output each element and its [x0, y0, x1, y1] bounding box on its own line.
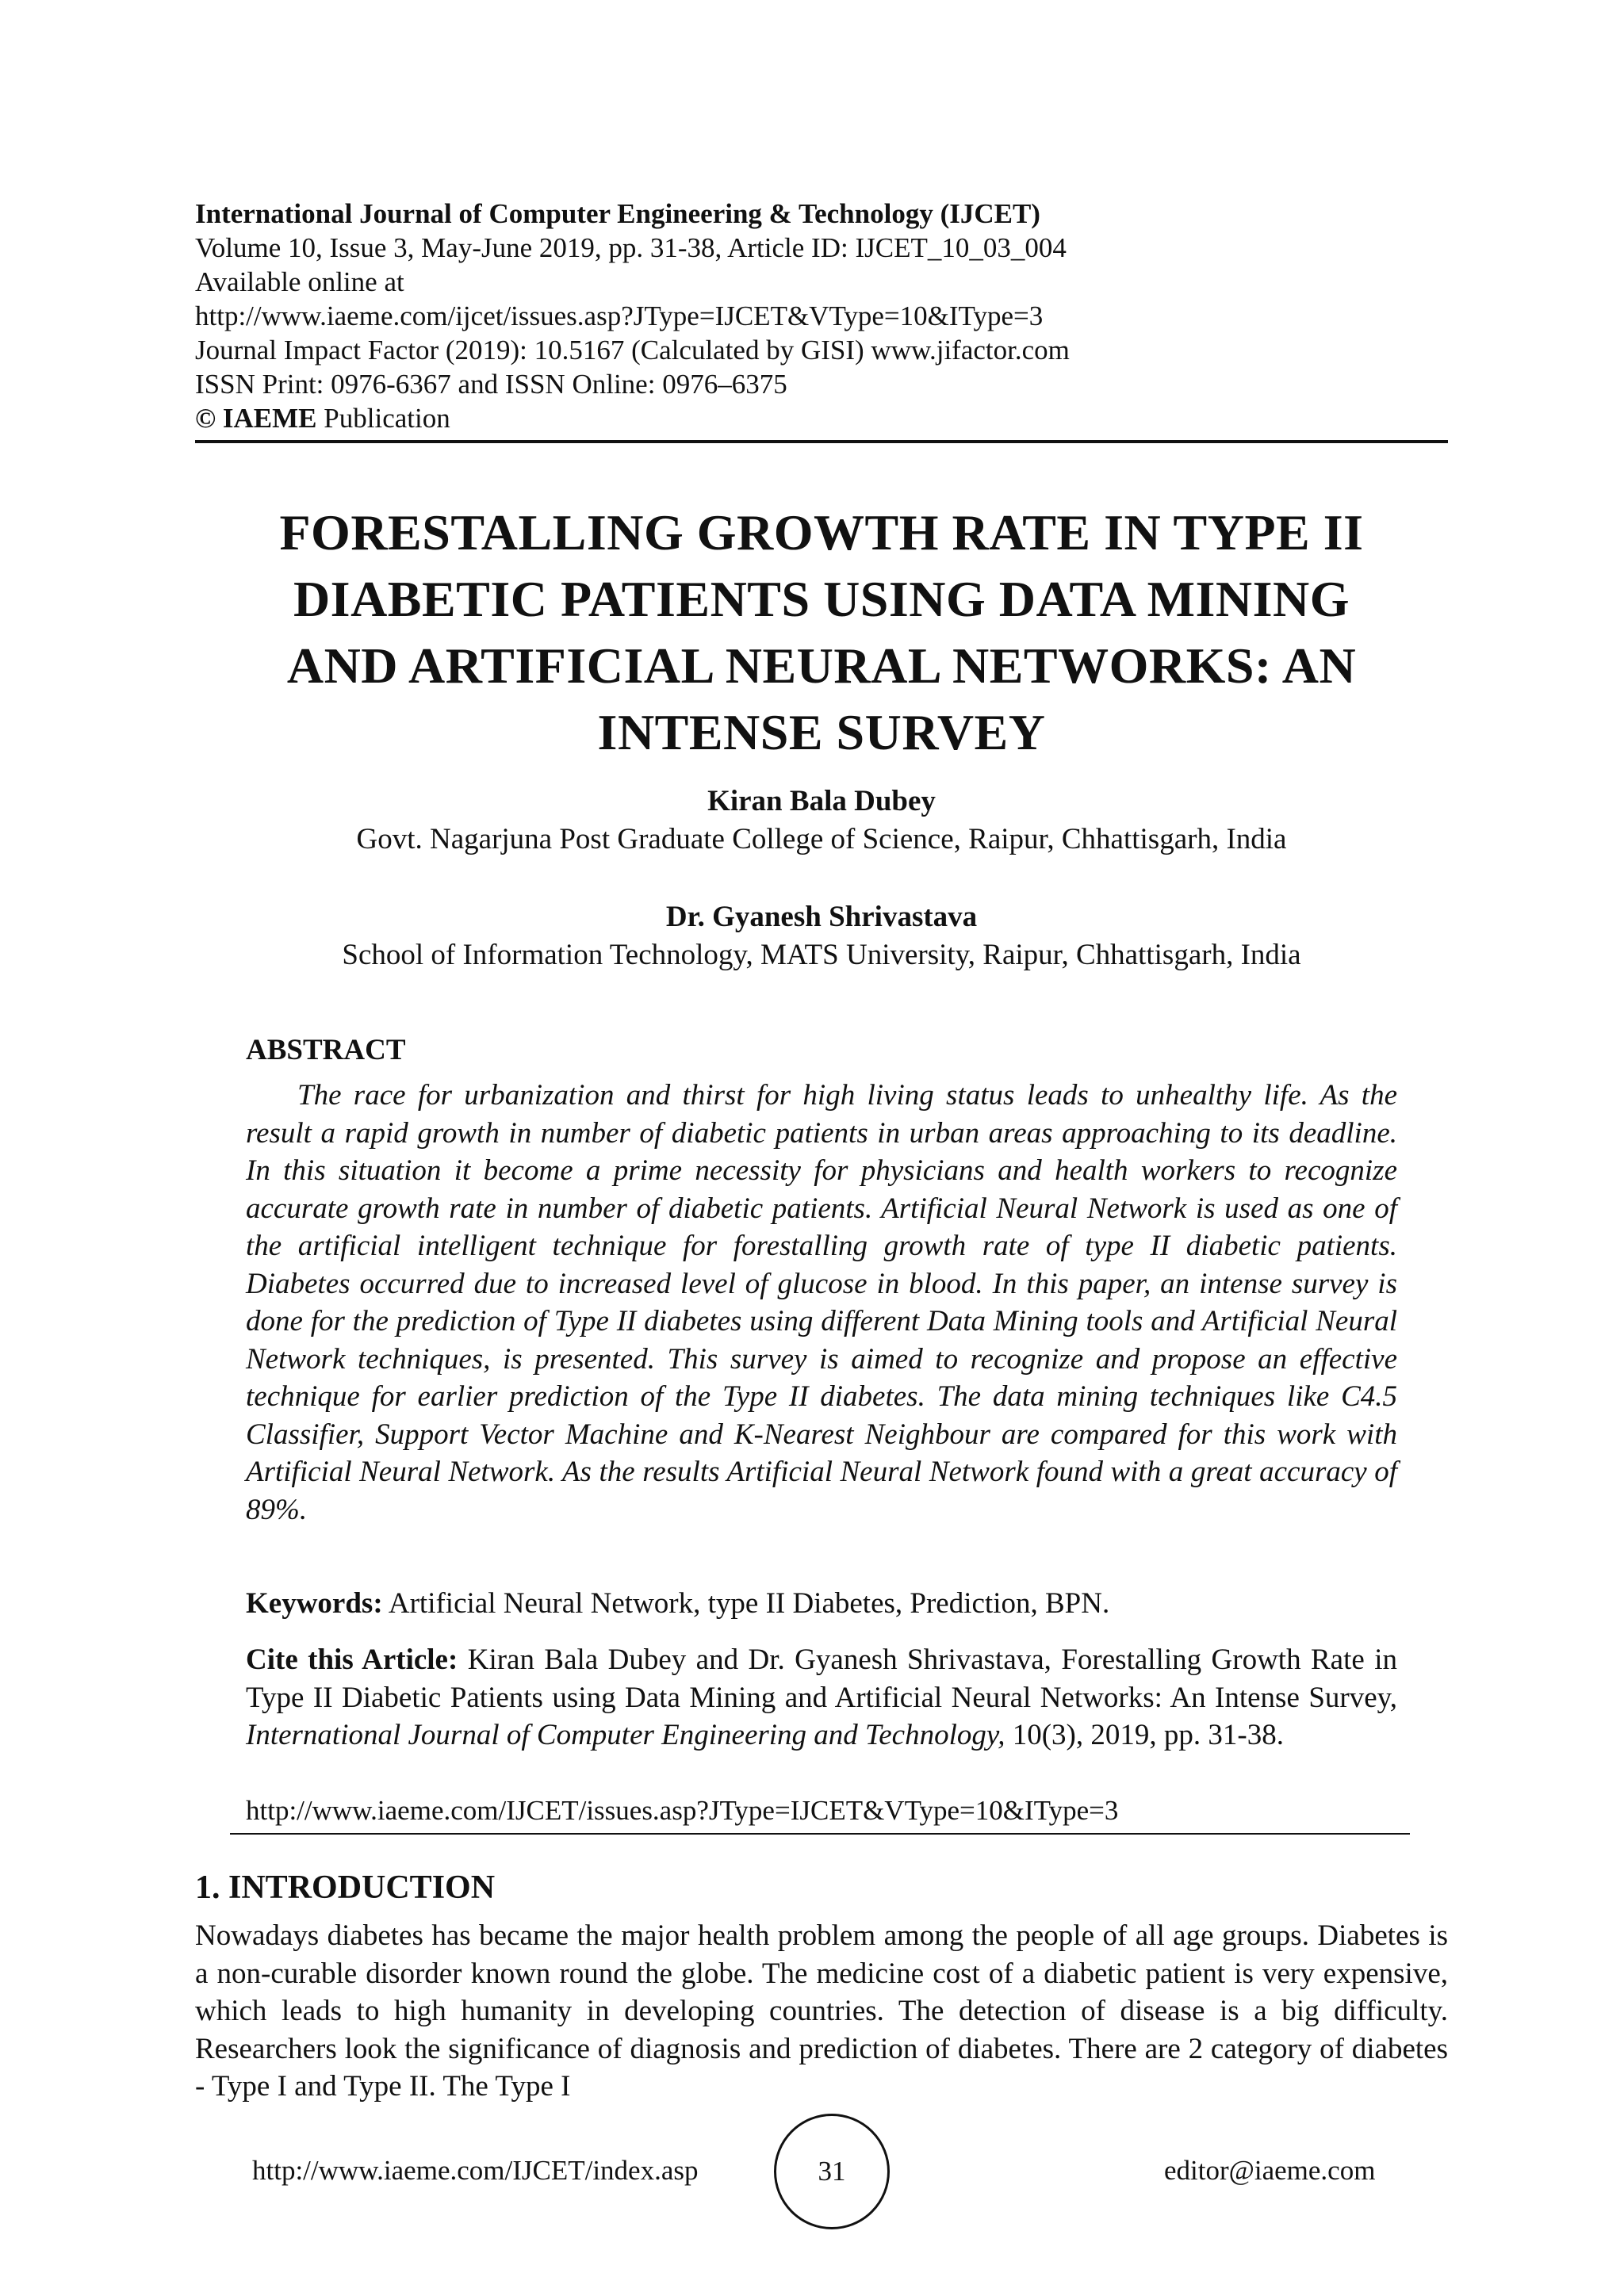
journal-header: [195, 197, 1448, 435]
issn-line: ISSN Print: 0976-6367 and ISSN Online: 0976–6375: [195, 369, 787, 400]
citation-divider: [230, 1833, 1410, 1835]
publisher-line: [195, 401, 1448, 435]
title-line: DIABETIC PATIENTS USING DATA MINING: [293, 571, 1350, 627]
publisher-suffix: Publication: [324, 403, 450, 434]
available-line: Available online at: [195, 266, 404, 297]
author-block: [195, 899, 1448, 975]
abstract-heading: ABSTRACT: [246, 1034, 406, 1066]
title-line: INTENSE SURVEY: [597, 704, 1046, 760]
citation-volume: 10(3), 2019, pp. 31-38.: [1012, 1719, 1284, 1751]
abstract-text: The race for urbanization and thirst for high living status leads to unhealthy life. As the result a rapid growth in number of diabetic patients in urban areas approaching to its deadline. In this situation it become a prime necessity for physicians and health workers to recognize accurate growth rate in number of diabetic patients. Artificial Neural Network is used as one of the artificial intelligent technique for forestalling growth rate of type II diabetic patients. Diabetes occurred due to increased level of glucose in blood. In this paper, an intense survey is done for the prediction of Type II diabetes using different Data Mining tools and Artificial Neural Network techniques, is presented. This survey is aimed to recognize and propose an effective technique for earlier prediction of the Type II diabetes. The data mining techniques like C4.5 Classifier, Support Vector Machine and K-Nearest Neighbour are compared for this work with Artificial Neural Network. As the results Artificial Neural Network found with a great accuracy of 89%.: [246, 1079, 1397, 1526]
section-heading: 1. INTRODUCTION: [195, 1869, 496, 1906]
header-divider: [195, 440, 1448, 443]
volume-line: Volume 10, Issue 3, May-June 2019, pp. 31-38, Article ID: IJCET_10_03_004: [195, 232, 1067, 263]
citation: [246, 1641, 1397, 1755]
page-number-circle: [774, 2114, 890, 2229]
title-line: FORESTALLING GROWTH RATE IN TYPE II: [279, 504, 1364, 561]
citation-text: Kiran Bala Dubey and Dr. Gyanesh Shrivastava, Forestalling Growth Rate in Type II Diabetic Patients using Data Mining and Artificial Neural Networks: An Intense Survey,: [246, 1644, 1397, 1714]
citation-url[interactable]: http://www.iaeme.com/IJCET/issues.asp?JType=IJCET&VType=10&IType=3: [246, 1795, 1119, 1826]
footer-email[interactable]: editor@iaeme.com: [1164, 2155, 1376, 2186]
impact-factor-line: Journal Impact Factor (2019): 10.5167 (Calculated by GISI) www.jifactor.com: [195, 335, 1070, 365]
title-line: AND ARTIFICIAL NEURAL NETWORKS: AN: [286, 637, 1357, 694]
keywords: [246, 1586, 1397, 1622]
keywords-text: Artificial Neural Network, type II Diabetes, Prediction, BPN.: [388, 1587, 1110, 1620]
paper-title: [195, 499, 1448, 766]
introduction-text: Nowadays diabetes has became the major health problem among the people of all age groups. Diabetes is a non-curable disorder known round the globe. The medicine cost of a diabetic patient is very expensive, which leads to high humanity in developing countries. The detection of disease is a big difficulty. Researchers look the significance of diagnosis and prediction of diabetes. There are 2 category of diabetes - Type I and Type II. The Type I: [195, 1919, 1448, 2103]
keywords-label: Keywords:: [246, 1587, 383, 1620]
copyright-symbol: ©: [195, 403, 216, 434]
journal-name: International Journal of Computer Engineering & Technology (IJCET): [195, 198, 1040, 229]
author-affiliation: Govt. Nagarjuna Post Graduate College of Science, Raipur, Chhattisgarh, India: [356, 823, 1287, 855]
publisher-name: IAEME: [222, 403, 317, 434]
author-name: Dr. Gyanesh Shrivastava: [665, 901, 978, 933]
author-block: [195, 783, 1448, 859]
footer-url[interactable]: http://www.iaeme.com/IJCET/index.asp: [252, 2155, 699, 2186]
issue-url: http://www.iaeme.com/ijcet/issues.asp?JType=IJCET&VType=10&IType=3: [195, 300, 1044, 331]
author-affiliation: School of Information Technology, MATS University, Raipur, Chhattisgarh, India: [342, 939, 1301, 971]
page-number: 31: [818, 2156, 846, 2187]
author-name: Kiran Bala Dubey: [707, 785, 936, 817]
citation-label: Cite this Article:: [246, 1644, 458, 1676]
citation-journal: International Journal of Computer Engineering and Technology,: [246, 1719, 1005, 1751]
